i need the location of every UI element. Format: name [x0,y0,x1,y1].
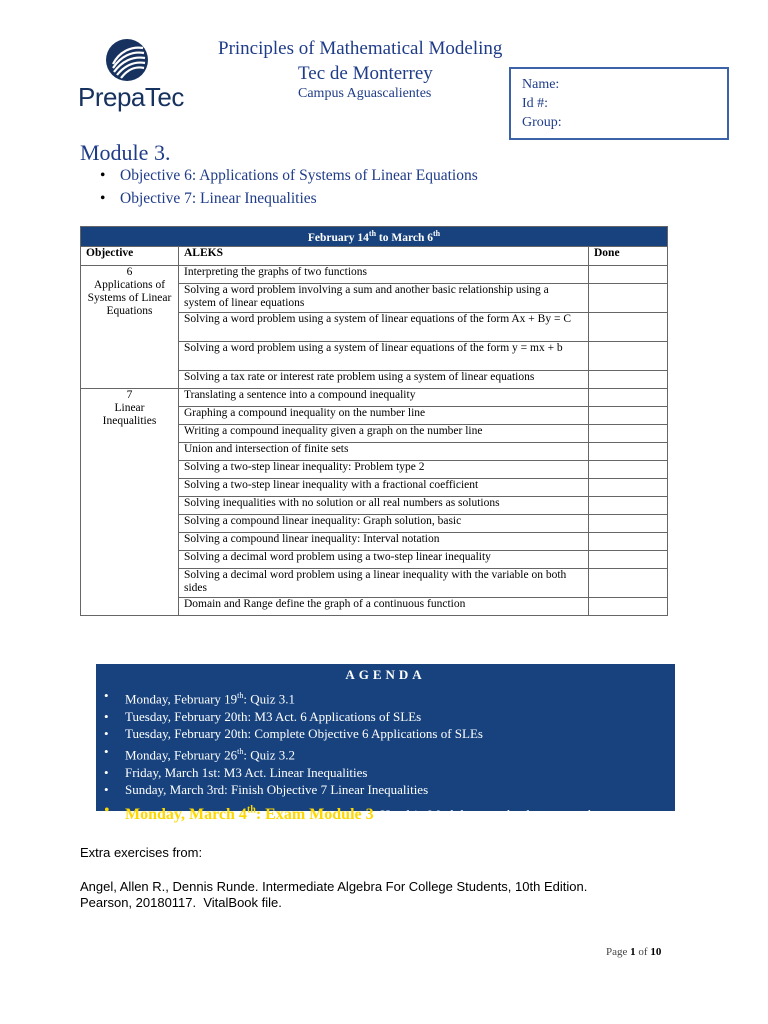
done-checkbox-cell[interactable] [589,533,668,551]
group-label: Group: [522,115,562,130]
page-number: Page 1 of 10 [606,946,662,958]
col-objective: Objective [81,247,179,266]
topic-cell: Solving a decimal word problem using a two-step linear inequality [179,551,589,569]
done-checkbox-cell[interactable] [589,598,668,616]
topic-cell: Solving a word problem involving a sum and another basic relationship using a system of linear equations [179,284,589,313]
done-checkbox-cell[interactable] [589,497,668,515]
topic-cell: Union and intersection of finite sets [179,443,589,461]
topic-cell: Writing a compound inequality given a graph on the number line [179,425,589,443]
objective-6-cell: 6 Applications of Systems of Linear Equations [81,266,179,389]
agenda-exam-item: • Monday, March 4th: Exam Module 3 Hand-in Module completely answered [104,799,675,827]
done-checkbox-cell[interactable] [589,407,668,425]
col-done: Done [589,247,668,266]
topic-cell: Graphing a compound inequality on the number line [179,407,589,425]
done-checkbox-cell[interactable] [589,284,668,313]
student-info-box [509,67,729,140]
done-checkbox-cell[interactable] [589,569,668,598]
table-row [81,266,668,284]
done-checkbox-cell[interactable] [589,479,668,497]
prepatec-logo [78,38,184,118]
agenda-item: • Tuesday, February 20th: M3 Act. 6 Applications of SLEs [104,708,675,726]
objective-item: • Objective 6: Applications of Systems of Linear Equations [100,167,478,190]
col-aleks: ALEKS [179,247,589,266]
done-checkbox-cell[interactable] [589,266,668,284]
objective-item: • Objective 7: Linear Inequalities [100,190,478,213]
id-label: Id #: [522,96,549,111]
topic-cell: Domain and Range define the graph of a continuous function [179,598,589,616]
done-checkbox-cell[interactable] [589,425,668,443]
module-title: Module 3. [80,140,171,165]
topic-cell: Solving a compound linear inequality: Graph solution, basic [179,515,589,533]
done-checkbox-cell[interactable] [589,389,668,407]
exam-note: Hand-in Module completely answered [380,806,592,822]
topic-cell: Solving inequalities with no solution or all real numbers as solutions [179,497,589,515]
name-label: Name: [522,77,560,92]
topic-cell: Solving a decimal word problem using a linear inequality with the variable on both sides [179,569,589,598]
course-title: Principles of Mathematical Modeling [218,38,503,59]
topic-cell: Interpreting the graphs of two functions [179,266,589,284]
agenda-list [96,687,675,827]
done-checkbox-cell[interactable] [589,342,668,371]
done-checkbox-cell[interactable] [589,313,668,342]
done-checkbox-cell[interactable] [589,461,668,479]
objective-7-cell: 7 Linear Inequalities [81,389,179,616]
topic-cell: Solving a tax rate or interest rate problem using a system of linear equations [179,371,589,389]
topic-cell: Solving a two-step linear inequality with a fractional coefficient [179,479,589,497]
agenda-item: • Friday, March 1st: M3 Act. Linear Inequalities [104,764,675,782]
extra-exercises-label: Extra exercises from: [80,845,203,860]
campus-title: Campus Aguascalientes [298,86,432,101]
done-checkbox-cell[interactable] [589,443,668,461]
aleks-table [80,226,668,616]
agenda-item: • Monday, February 26th: Quiz 3.2 [104,743,675,764]
agenda-title: AGENDA [345,667,426,682]
logo-text: PrepaTec [78,82,184,112]
done-checkbox-cell[interactable] [589,371,668,389]
reference-citation: Angel, Allen R., Dennis Runde. Intermediate Algebra For College Students, 10th Edition. Pearson, 20180117. VitalBook file. [80,879,588,910]
done-checkbox-cell[interactable] [589,515,668,533]
torch-logo-icon [105,38,149,82]
agenda-item: • Tuesday, February 20th: Complete Objective 6 Applications of SLEs [104,725,675,743]
topic-cell: Solving a two-step linear inequality: Problem type 2 [179,461,589,479]
institution-title: Tec de Monterrey [298,63,433,84]
topic-cell: Solving a word problem using a system of linear equations of the form Ax + By = C [179,313,589,342]
objective-list [100,167,478,213]
agenda-item: • Monday, February 19th: Quiz 3.1 [104,687,675,708]
table-row [81,389,668,407]
agenda-item: • Sunday, March 3rd: Finish Objective 7 Linear Inequalities [104,781,675,799]
period-header: February 14th to March 6th [81,227,668,247]
topic-cell: Translating a sentence into a compound inequality [179,389,589,407]
topic-cell: Solving a word problem using a system of linear equations of the form y = mx + b [179,342,589,371]
topic-cell: Solving a compound linear inequality: Interval notation [179,533,589,551]
agenda-box [96,664,675,823]
done-checkbox-cell[interactable] [589,551,668,569]
